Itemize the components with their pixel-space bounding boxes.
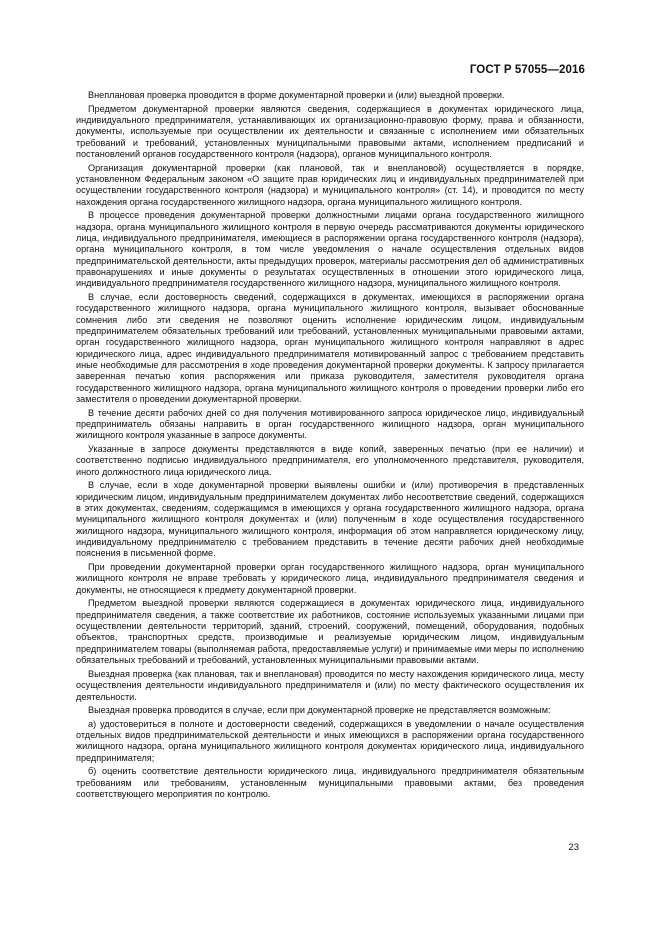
paragraph: В случае, если в ходе документарной проверки выявлены ошибки и (или) противоречия в представленных юридическим лицом, индивидуальным предпринимателем документах либо несоответствие сведений, содержащихся в этих документах, сведениям, содержащимся в имеющихся у органа государственного жилищного надзора, органа муниципального жилищного контроля документах и (или) полученным в ходе осуществления государственного жилищного надзора, муниципального жилищного контроля, информация об этом направляется юридическому лицу, индивидуальному предпринимателю с требованием представить в течение десяти рабочих дней необходимые пояснения в письменной форме.: [76, 480, 584, 559]
paragraph: В случае, если достоверность сведений, содержащихся в документах, имеющихся в распоряжении органа государственного жилищного надзора, органа муниципального жилищного контроля, вызывает обоснованные сомнения либо эти сведения не позволяют оценить исполнение юридическим лицом, индивидуальным предпринимателем обязательных требований или требований, установленных муниципальными правовыми актами, орган государственного жилищного надзора, орган муниципального жилищного контроля направляют в адрес юридического лица, адрес индивидуального предпринимателя мотивированный запрос с требованием представить иные необходимые для рассмотрения в ходе проведения документарной проверки документы. К запросу прилагается заверенная печатью копия распоряжения или приказа руководителя, заместителя руководителя органа государственного жилищного надзора, органа муниципального жилищного контроля о проведении проверки либо его заместителя о проведении документарной проверки.: [76, 292, 584, 405]
paragraph: Выездная проверка проводится в случае, если при документарной проверке не представляется возможным:: [88, 705, 551, 716]
paragraph: Организация документарной проверки (как плановой, так и внеплановой) осуществляется в порядке, установленном Федеральным законом «О защите прав юридических лиц и индивидуальных предпринимателей при осуществлении государственного контроля (надзора) и муниципального контроля» (ст. 14), и проводится по месту нахождения органа государственного жилищного надзора, органа муниципального жилищного контроля.: [76, 162, 584, 207]
paragraph: Внеплановая проверка проводится в форме документарной проверки и (или) выездной проверки.: [88, 90, 505, 100]
paragraph: Указанные в запросе документы представляются в виде копий, заверенных печатью (при ее наличии) и соответственно подписью индивидуального предпринимателя, его уполномоченного представителя, руководителя, иного должностного лица юридического лица.: [76, 444, 584, 477]
body-text: [76, 90, 584, 803]
paragraph: В процессе проведения документарной проверки должностными лицами органа государственного жилищного надзора, органа муниципального жилищного контроля в первую очередь рассматриваются документы юридического лица, индивидуального предпринимателя, имеющиеся в распоряжении органа государственного контроля (надзора), органа муниципального контроля, в том числе уведомления о начале осуществления отдельных видов предпринимательской деятельности, акты предыдущих проверок, материалы рассмотрения дел об административных правонарушениях и иные документы о результатах осуществленных в отношении этого юридического лица, индивидуального предпринимателя государственного жилищного надзора, муниципального жилищного контроля.: [76, 210, 584, 289]
standard-code-header: ГОСТ Р 57055—2016: [469, 64, 585, 76]
paragraph: В течение десяти рабочих дней со дня получения мотивированного запроса юридическое лицо, индивидуальный предприниматель обязаны направить в орган государственного жилищного надзора, орган муниципального жилищного контроля указанные в запросе документы.: [76, 407, 584, 441]
paragraph: При проведении документарной проверки орган государственного жилищного надзора, орган муниципального жилищного контроля не вправе требовать у юридического лица, индивидуального предпринимателя сведения и документы, не относящиеся к предмету документарной проверки.: [76, 562, 584, 595]
paragraph: Предметом выездной проверки являются содержащиеся в документах юридического лица, индивидуального предпринимателя сведения, а также соответствие их работников, состояние используемых указанными лицами при осуществлении деятельности территорий, зданий, строений, сооружений, помещений, оборудования, подобных объектов, транспортных средств, производимые и реализуемые юридическим лицом, индивидуальным предпринимателем товары (выполняемая работа, предоставляемые услуги) и принимаемые ими меры по исполнению обязательных требований и требований, установленных муниципальными правовыми актами.: [76, 598, 584, 666]
list-item: б) оценить соответствие деятельности юридического лица, индивидуального предпринимателя обязательным требованиям или требованиям, установленным муниципальными правовыми актами, без проведения соответствующего мероприятия по контролю.: [76, 766, 584, 800]
paragraph: Выездная проверка (как плановая, так и внеплановая) проводится по месту нахождения юридического лица, месту осуществления деятельности индивидуального предпринимателя и (или) по месту фактического осуществления их деятельности.: [76, 668, 584, 702]
paragraph: Предметом документарной проверки являются сведения, содержащиеся в документах юридического лица, индивидуального предпринимателя, устанавливающих их организационно-правовую форму, права и обязанности, документы, используемые при осуществлении их деятельности и связанные с исполнением ими обязательных требований и требований, установленных муниципальными правовыми актами, исполнением предписаний и постановлений органов государственного контроля (надзора), органов муниципального контроля.: [76, 103, 584, 160]
page-number: 23: [568, 842, 579, 853]
list-item: а) удостовериться в полноте и достоверности сведений, содержащихся в уведомлении о начале осуществления отдельных видов предпринимательской деятельности и иных имеющихся в распоряжении органа государственного жилищного надзора, органа муниципального жилищного контроля документах юридического лица, индивидуального предпринимателя;: [76, 718, 584, 763]
